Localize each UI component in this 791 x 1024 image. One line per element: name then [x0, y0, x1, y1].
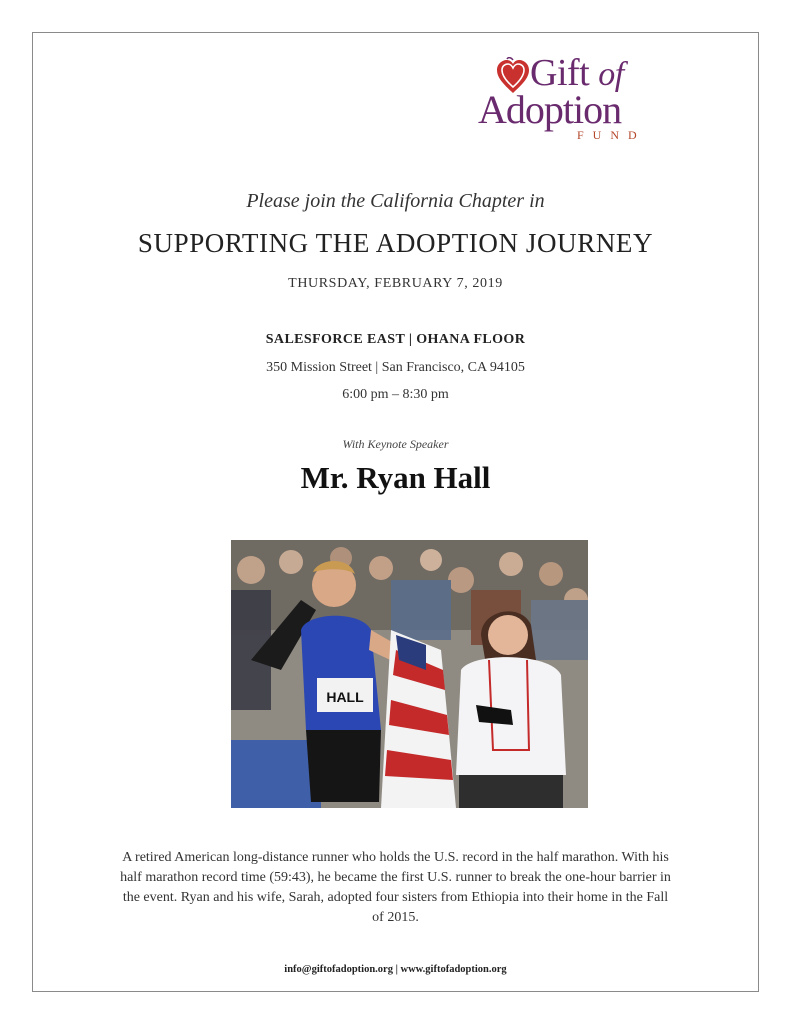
venue-address: 350 Mission Street | San Francisco, CA 94105	[266, 360, 525, 375]
invitation-intro: Please join the California Chapter in	[246, 190, 545, 212]
gift-of-adoption-logo	[476, 52, 676, 145]
event-date: THURSDAY, FEBRUARY 7, 2019	[288, 276, 503, 291]
speaker-photo	[231, 540, 588, 808]
event-time: 6:00 pm – 8:30 pm	[342, 387, 449, 402]
contact-footer: info@giftofadoption.org | www.giftofadoption.org	[284, 964, 507, 975]
keynote-label: With Keynote Speaker	[342, 437, 449, 451]
speaker-name: Mr. Ryan Hall	[300, 460, 491, 495]
logo-line-adoption: Adoption	[478, 87, 622, 132]
venue-name: SALESFORCE EAST | OHANA FLOOR	[265, 332, 526, 347]
logo-line-fund: FUND	[577, 128, 646, 142]
race-bib: HALL	[326, 689, 364, 705]
speaker-bio: A retired American long-distance runner who holds the U.S. record in the half marathon. With his half marathon record time (59:43), he became the first U.S. runner to break the one-hour barrier in the event. Ryan and his wife, Sarah, adopted four sisters from Ethiopia into their home in the Fall of 2015.	[120, 850, 671, 925]
logo-line-gift: Gift of	[530, 52, 624, 94]
event-headline: SUPPORTING THE ADOPTION JOURNEY	[137, 228, 654, 258]
